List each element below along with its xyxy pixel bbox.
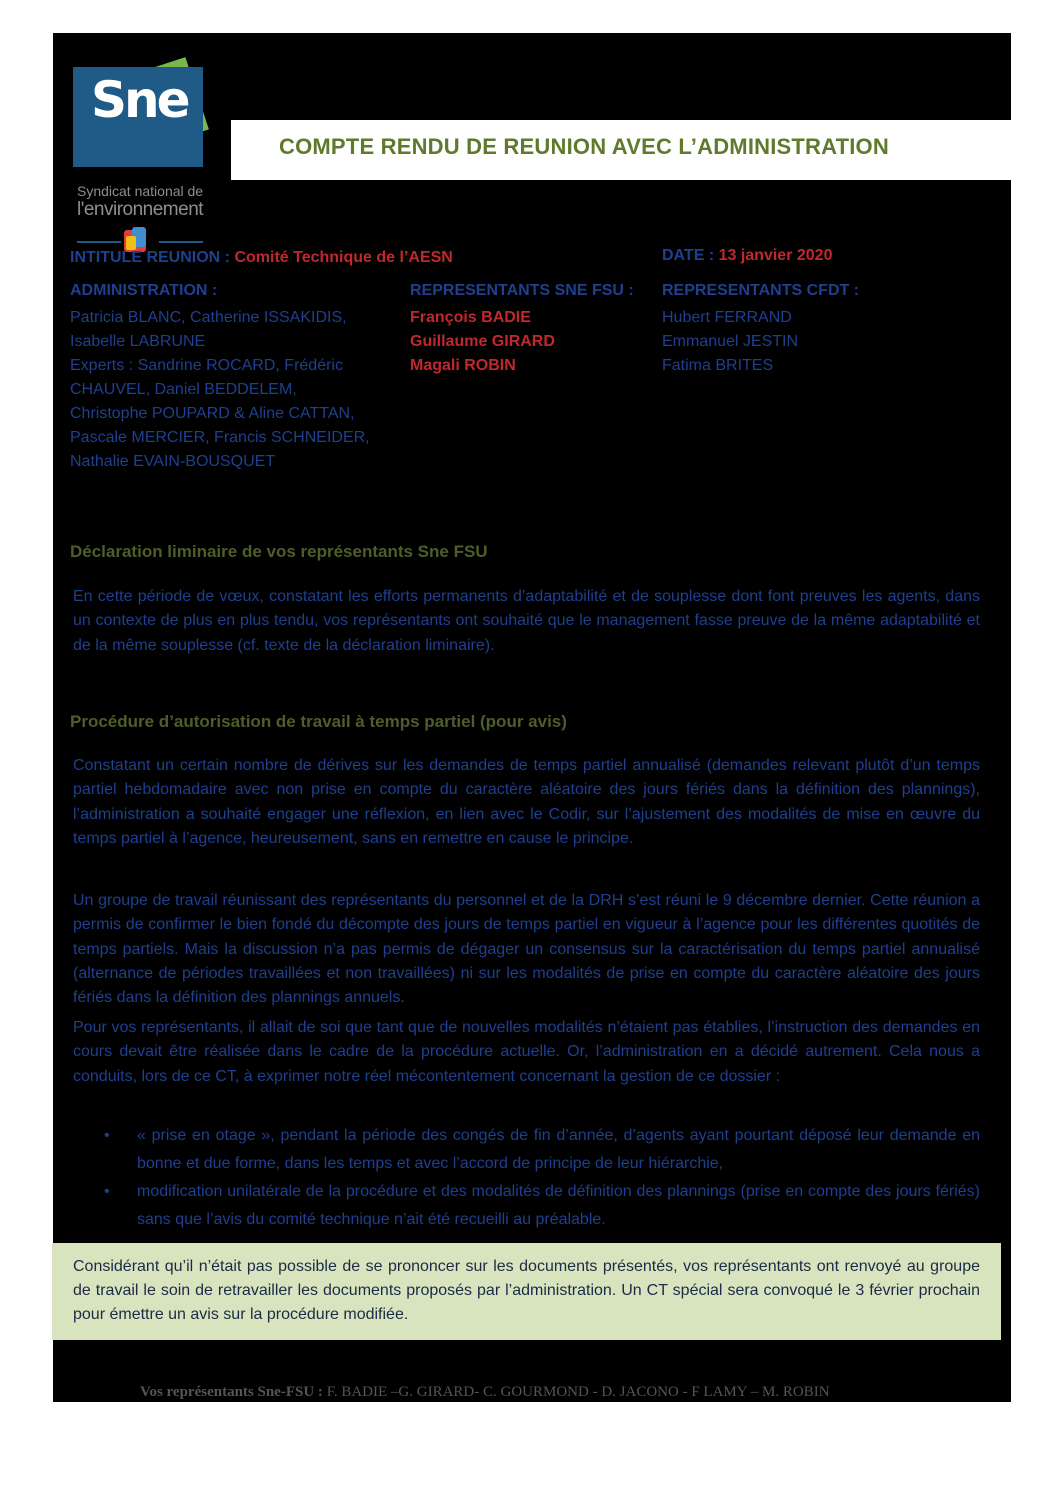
- meeting-title-row: [70, 249, 453, 267]
- administration-label: ADMINISTRATION :: [70, 282, 218, 299]
- sne-logo: [73, 63, 207, 223]
- meeting-date-row: [662, 247, 832, 265]
- administration-line: Experts : Sandrine ROCARD, Frédéric: [70, 357, 343, 374]
- cfdt-list: [662, 306, 798, 378]
- grievance-list: [104, 1122, 980, 1234]
- conclusion-box: [52, 1243, 1001, 1340]
- logo-line-2: l'environnement: [77, 199, 204, 220]
- temps-partiel-paragraph-2: Un groupe de travail réunissant des représentants du personnel et de la DRH s’est réuni le 9 décembre dernier. Cette réunion a permis de confirmer le bien fondé du décompte des jours de temps partiel en vigueur à l’agence pour les différentes quotités de temps partiels. Mais la discussion n’a pas permis de dégager un consensus sur la caractérisation du temps partiel annualisé (alternance de périodes travaillées et non travaillées) ni sur les modalités de prise en compte du caractère aléatoire des jours fériés dans la définition des plannings annuels.: [73, 892, 980, 1007]
- sne-fsu-name: Guillaume GIRARD: [410, 333, 555, 350]
- bullet-icon: •: [104, 1127, 110, 1144]
- page-title: COMPTE RENDU DE REUNION AVEC L’ADMINISTRATION: [279, 134, 889, 159]
- section-heading-temps-partiel: Procédure d’autorisation de travail à temps partiel (pour avis): [70, 712, 567, 731]
- administration-line: Pascale MERCIER, Francis SCHNEIDER,: [70, 429, 370, 446]
- title-box: [231, 120, 1011, 180]
- declaration-paragraph: En cette période de vœux, constatant les efforts permanents d’adaptabilité et de souplesse dont font preuves les agents, dans un contexte de plus en plus tendu, vos représentants ont souhaité que le management fasse preuve de la même adaptabilité et de la même souplesse (cf. texte de la déclaration liminaire).: [73, 588, 980, 654]
- intitule-label: INTITULE REUNION :: [70, 249, 235, 266]
- list-item-text: « prise en otage », pendant la période des congés de fin d’année, d’agents ayant pourtant déposé leur demande en bonne et due forme, dans les temps et avec l’accord de principe de leur hiérarchie,: [137, 1127, 980, 1172]
- temps-partiel-paragraph-3: Pour vos représentants, il allait de soi que tant que de nouvelles modalités n’étaient pas établies, l’instruction des demandes en cours devait être réalisée dans le cadre de la procédure actuelle. Or, l’administration en a décidé autrement. Cela nous a conduits, lors de ce CT, à exprimer notre réel mécontentement concernant la gestion de ce dossier :: [73, 1019, 980, 1085]
- footer-representatives: [140, 1384, 830, 1401]
- intitule-value: Comité Technique de l’AESN: [234, 249, 453, 266]
- administration-line: Nathalie EVAIN-BOUSQUET: [70, 453, 276, 470]
- administration-line: Christophe POUPARD & Aline CATTAN,: [70, 405, 355, 422]
- sne-fsu-name: François BADIE: [410, 309, 531, 326]
- administration-line: Patricia BLANC, Catherine ISSAKIDIS,: [70, 309, 347, 326]
- cfdt-name: Fatima BRITES: [662, 357, 774, 374]
- sne-fsu-list: [410, 306, 555, 378]
- footer-names: F. BADIE –G. GIRARD- C. GOURMOND - D. JACONO - F LAMY – M. ROBIN: [326, 1384, 830, 1400]
- sne-fsu-name: Magali ROBIN: [410, 357, 516, 374]
- sne-fsu-label: REPRESENTANTS SNE FSU :: [410, 282, 634, 299]
- conclusion-text: Considérant qu’il n’était pas possible de se prononcer sur les documents présentés, vos représentants ont renvoyé au groupe de travail le soin de retravailler les documents proposés par l’administration. Un CT spécial sera convoqué le 3 février prochain pour émettre un avis sur la procédure modifiée.: [73, 1258, 980, 1323]
- fsu-logo-icon-yellow: [126, 236, 136, 250]
- administration-list: [70, 306, 370, 474]
- date-value: 13 janvier 2020: [718, 247, 833, 264]
- logo-divider-left: [77, 241, 121, 243]
- administration-line: CHAUVEL, Daniel BEDDELEM,: [70, 381, 297, 398]
- cfdt-name: Emmanuel JESTIN: [662, 333, 799, 350]
- temps-partiel-paragraph-1: Constatant un certain nombre de dérives sur les demandes de temps partiel annualisé (demandes relevant plutôt d’un temps partiel hebdomadaire avec non prise en compte du caractère aléatoire des jours fériés dans la définition des plannings), l’administration a souhaité engager une réflexion, en lien avec le Codir, sur l’ajustement des modalités de mise en œuvre du temps partiel à l’agence, heureusement, sans en remettre en cause le principe.: [73, 757, 980, 847]
- list-item: [104, 1178, 980, 1234]
- logo-text: Sne: [91, 71, 188, 129]
- section-heading-declaration: Déclaration liminaire de vos représentants Sne FSU: [70, 542, 488, 561]
- footer-label: Vos représentants Sne-FSU :: [140, 1384, 327, 1400]
- cfdt-label: REPRESENTANTS CFDT :: [662, 282, 860, 299]
- administration-line: Isabelle LABRUNE: [70, 333, 206, 350]
- list-item: [104, 1122, 980, 1178]
- date-label: DATE :: [662, 247, 719, 264]
- cfdt-name: Hubert FERRAND: [662, 309, 792, 326]
- logo-divider-right: [159, 241, 203, 243]
- list-item-text: modification unilatérale de la procédure et des modalités de définition des plannings (prise en compte des jours fériés) sans que l’avis du comité technique n’ait été recueilli au préalable.: [137, 1183, 980, 1228]
- bullet-icon: •: [104, 1183, 110, 1200]
- logo-line-1: Syndicat national de: [77, 183, 204, 199]
